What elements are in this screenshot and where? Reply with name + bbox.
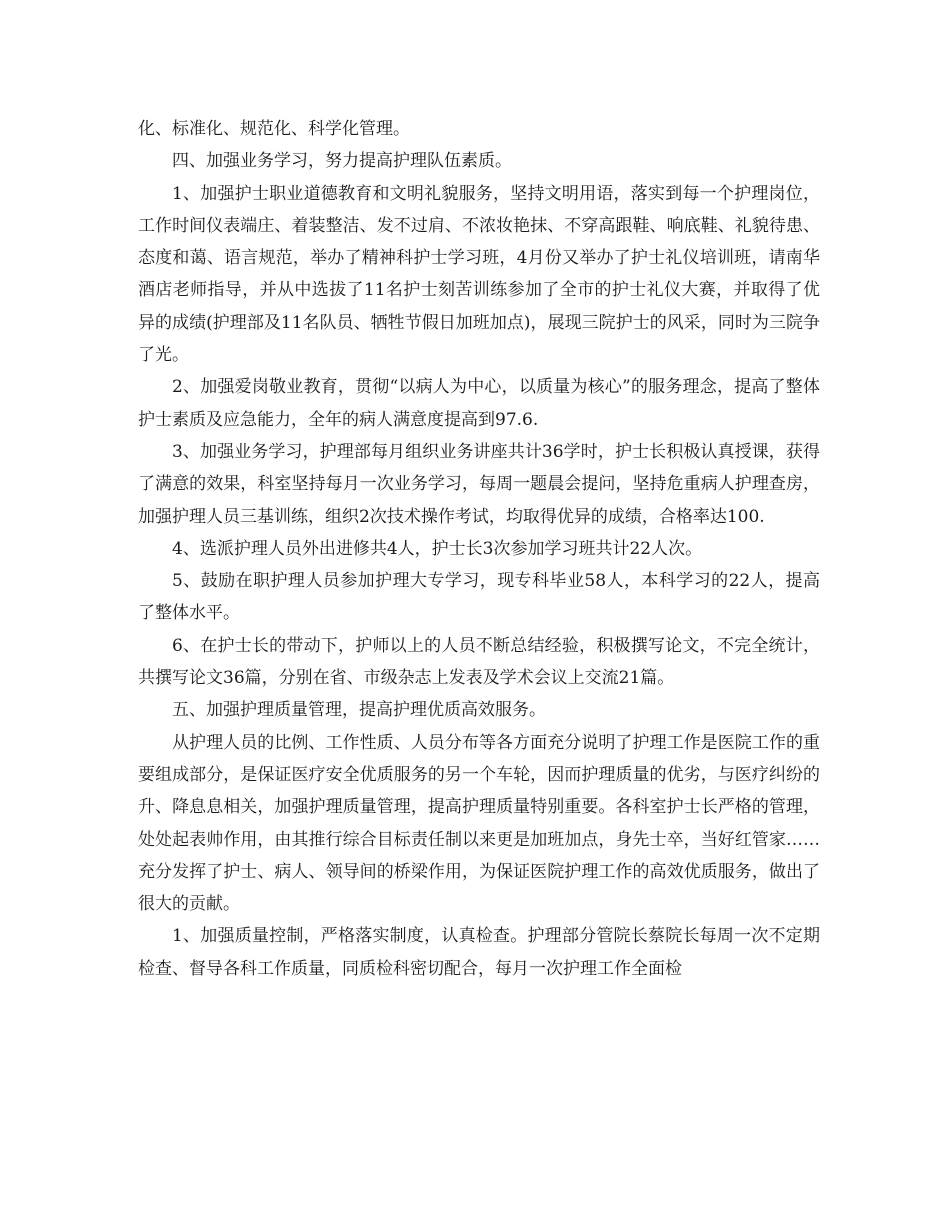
paragraph-item-5: 5、鼓励在职护理人员参加护理大专学习，现专科毕业58人，本科学习的22人，提高了整体水平。 (138, 571, 820, 624)
document-body (138, 113, 820, 985)
section-heading-four: 四、加强业务学习，努力提高护理队伍素质。 (172, 151, 512, 172)
paragraph-item-4: 4、选派护理人员外出进修共4人，护士长3次参加学习班共计22人次。 (172, 538, 703, 559)
paragraph-continuation: 化、标准化、规范化、科学化管理。 (138, 119, 410, 139)
paragraph-item-6: 6、在护士长的带动下，护师以上的人员不断总结经验，积极撰写论文，不完全统计，共撰写论文36篇，分别在省、市级杂志上发表及学术会议上交流21篇。 (138, 635, 820, 689)
paragraph-item-2: 2、加强爱岗敬业教育，贯彻“以病人为中心，以质量为核心”的服务理念，提高了整体护士素质及应急能力，全年的病人满意度提高到97.6. (138, 377, 820, 430)
paragraph-overview: 从护理人员的比例、工作性质、人员分布等各方面充分说明了护理工作是医院工作的重要组成部分，是保证医疗安全优质服务的另一个车轮，因而护理质量的优劣，与医疗纠纷的升、降息息相关，加强护理质量管理，提高护理质量特别重要。各科室护士长严格的管理，处处起表帅作用，由其推行综合目标责任制以来更是加班加点，身先士卒，当好红管家……充分发挥了护士、病人、领导间的桥梁作用，为保证医院护理工作的高效优质服务，做出了很大的贡献。 (138, 732, 820, 915)
paragraph-quality-item-1: 1、加强质量控制，严格落实制度，认真检查。护理部分管院长蔡院长每周一次不定期检查、督导各科工作质量，同质检科密切配合，每月一次护理工作全面检 (138, 926, 820, 979)
section-heading-five: 五、加强护理质量管理，提高护理优质高效服务。 (172, 700, 546, 721)
paragraph-item-3: 3、加强业务学习，护理部每月组织业务讲座共计36学时，护士长积极认真授课，获得了满意的效果，科室坚持每月一次业务学习，每周一题晨会提问，坚持危重病人护理查房，加强护理人员三基训练，组织2次技术操作考试，均取得优异的成绩，合格率达100. (138, 441, 820, 527)
paragraph-item-1: 1、加强护士职业道德教育和文明礼貌服务，坚持文明用语，落实到每一个护理岗位，工作时间仪表端庄、着装整洁、发不过肩、不浓妆艳抹、不穿高跟鞋、响底鞋、礼貌待患、态度和蔼、语言规范，举办了精神科护士学习班，4月份又举办了护士礼仪培训班，请南华酒店老师指导，并从中选拔了11名护士刻苦训练参加了全市的护士礼仪大赛，并取得了优异的成绩(护理部及11名队员、牺牲节假日加班加点)，展现三院护士的风采，同时为三院争了光。 (138, 183, 820, 366)
